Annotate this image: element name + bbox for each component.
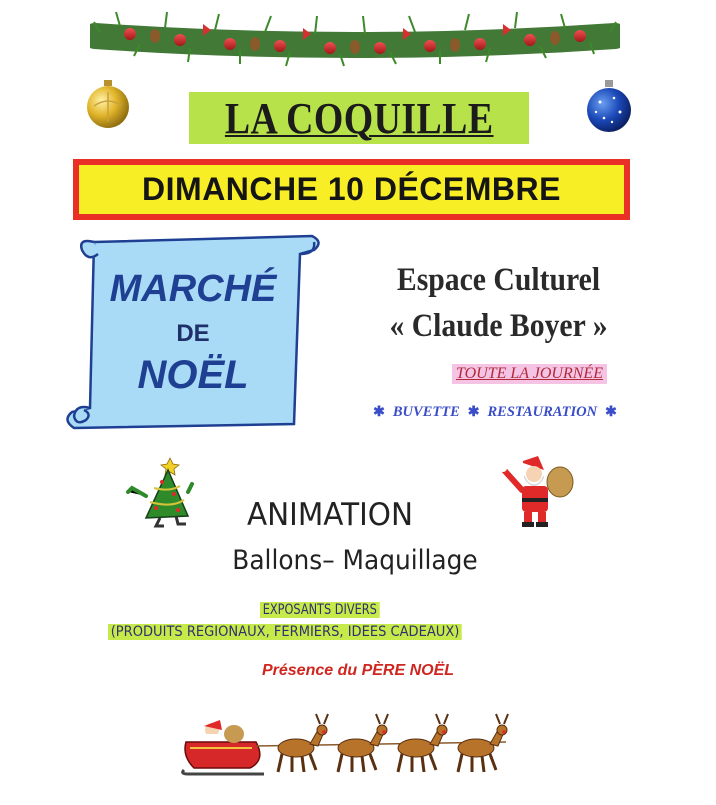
venue-subname: « Claude Boyer »	[389, 308, 608, 344]
title-banner	[189, 92, 529, 144]
page-title: LA COQUILLE	[224, 93, 494, 143]
exhibitors-details: (PRODUITS REGIONAUX, FERMIERS, IDEES CADEAUX)	[108, 624, 462, 640]
scroll-title-de: DE	[176, 320, 210, 347]
christmas-tree-icon	[124, 452, 194, 528]
snowflake-icon: ✱	[373, 405, 385, 420]
date-banner	[73, 159, 630, 220]
santa-presence-text: Présence du PÈRE NOËL	[261, 662, 455, 679]
gold-ornament-icon	[82, 78, 134, 130]
exhibitors-heading: EXPOSANTS DIVERS	[260, 602, 380, 618]
event-date: DIMANCHE 10 DÉCEMBRE	[142, 171, 561, 207]
venue-name: Espace Culturel	[396, 262, 601, 298]
snowflake-icon: ✱	[467, 405, 480, 420]
schedule-badge: TOUTE LA JOURNÉE	[452, 364, 607, 384]
date-banner-inner	[79, 165, 624, 214]
garland-icon	[90, 6, 620, 68]
animation-title: ANIMATION	[246, 497, 414, 533]
sleigh-reindeer-icon	[176, 712, 526, 778]
blue-ornament-icon	[582, 78, 636, 134]
services-line	[350, 404, 640, 421]
santa-icon	[494, 450, 574, 528]
animation-subtitle: Ballons– Maquillage	[232, 545, 478, 576]
service-restauration: RESTAURATION	[487, 404, 598, 420]
snowflake-icon: ✱	[605, 405, 617, 420]
scroll-title-marche: MARCHÉ	[109, 268, 277, 310]
scroll-title-noel: NOËL	[137, 353, 249, 397]
service-buvette: BUVETTE	[392, 404, 460, 420]
